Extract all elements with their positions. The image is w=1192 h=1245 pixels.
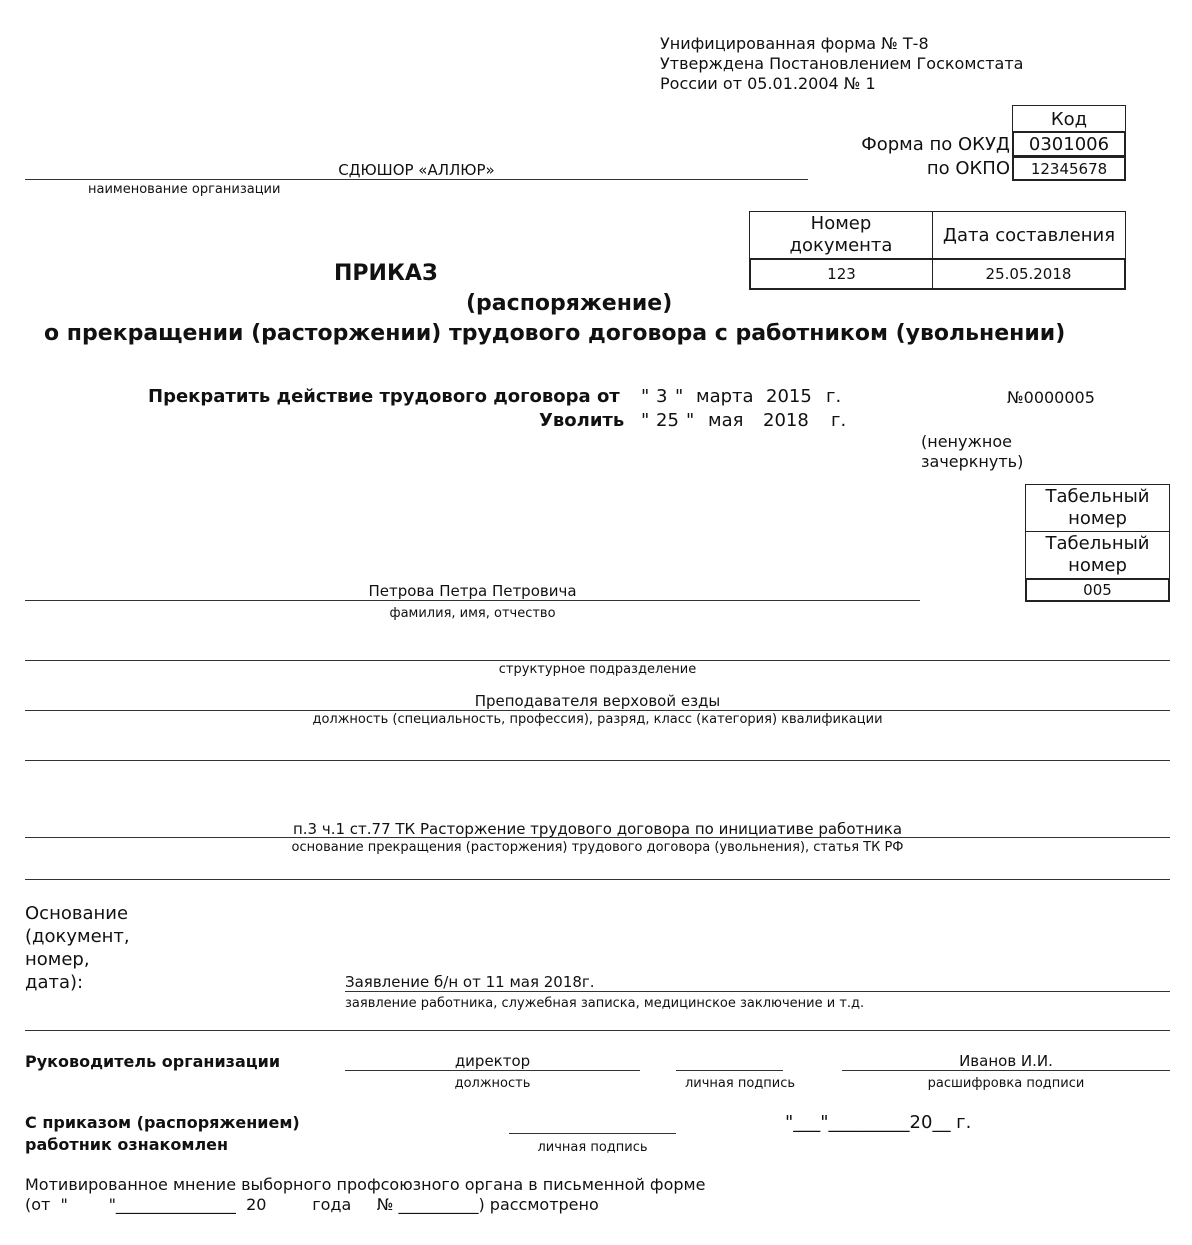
dismiss-quote-close: " <box>686 410 695 431</box>
termination-g: г. <box>826 386 842 407</box>
doc-date-header: Дата составления <box>932 211 1126 259</box>
form-header-line2: Утверждена Постановлением Госкомстата <box>660 54 1024 73</box>
head-position-caption: должность <box>454 1076 531 1091</box>
head-name-caption: расшифровка подписи <box>927 1076 1085 1091</box>
head-label: Руководитель организации <box>25 1052 281 1071</box>
contract-number: №0000005 <box>1007 388 1095 407</box>
termination-label: Прекратить действие трудового договора от <box>148 386 620 407</box>
basis-label-line1: Основание <box>25 903 129 924</box>
order-subtitle: (распоряжение) <box>466 291 673 316</box>
dismiss-month: мая <box>708 410 744 431</box>
head-position-line <box>345 1070 640 1071</box>
strike-note-line2: зачеркнуть) <box>921 452 1024 471</box>
termination-quote-close: " <box>675 386 684 407</box>
employee-name: Петрова Петра Петровича <box>368 582 577 600</box>
personnel-header-1: Табельный номер <box>1025 484 1170 532</box>
personnel-number-value: 005 <box>1025 578 1170 602</box>
doc-date-value: 25.05.2018 <box>932 258 1126 290</box>
ack-label-line2: работник ознакомлен <box>25 1135 229 1154</box>
order-title: ПРИКАЗ <box>334 261 438 286</box>
organization-line <box>25 179 808 180</box>
head-name: Иванов И.И. <box>959 1052 1053 1070</box>
blank-line-2 <box>25 879 1170 880</box>
order-description: о прекращении (расторжении) трудового договора с работником (увольнении) <box>44 321 1066 346</box>
okud-label: Форма по ОКУД <box>861 134 1010 155</box>
form-header-line1: Унифицированная форма № Т-8 <box>660 34 929 53</box>
department-caption: структурное подразделение <box>498 662 697 677</box>
okud-value: 0301006 <box>1012 131 1126 157</box>
dismiss-year: 2018 <box>763 410 809 431</box>
union-line2: (от " "_______________ 20 года № __________) рассмотрено <box>25 1195 599 1214</box>
ack-signature-line <box>509 1133 676 1134</box>
termination-month: марта <box>696 386 754 407</box>
dismiss-label: Уволить <box>539 410 625 431</box>
reason-caption: основание прекращения (расторжения) трудового договора (увольнения), статья ТК РФ <box>291 840 904 855</box>
okpo-value: 12345678 <box>1012 156 1126 181</box>
head-signature-line <box>676 1070 783 1071</box>
okpo-label: по ОКПО <box>926 158 1010 179</box>
ack-label-line1: С приказом (распоряжением) <box>25 1113 300 1132</box>
blank-line-1 <box>25 760 1170 761</box>
doc-number-value: 123 <box>749 258 933 290</box>
termination-day: 3 <box>656 386 668 407</box>
employee-name-caption: фамилия, имя, отчество <box>389 606 556 621</box>
basis-value: Заявление б/н от 11 мая 2018г. <box>345 973 595 991</box>
dismiss-g: г. <box>831 410 847 431</box>
organization-caption: наименование организации <box>88 182 281 197</box>
dismiss-quote-open: " <box>641 410 650 431</box>
doc-number-header: Номер документа <box>749 211 933 259</box>
strike-note-line1: (ненужное <box>921 432 1012 451</box>
basis-label-line2: (документ, <box>25 926 130 947</box>
employee-position: Преподавателя верховой езды <box>474 692 721 710</box>
ack-date: "___"_________20__ г. <box>785 1112 972 1133</box>
union-line1: Мотивированное мнение выборного профсоюзного органа в письменной форме <box>25 1175 706 1194</box>
termination-year: 2015 <box>766 386 812 407</box>
blank-line-3 <box>25 1030 1170 1031</box>
basis-label-line4: дата): <box>25 972 84 993</box>
code-header: Код <box>1012 105 1126 132</box>
form-header-line3: России от 05.01.2004 № 1 <box>660 74 876 93</box>
head-position: директор <box>454 1052 531 1070</box>
basis-caption: заявление работника, служебная записка, медицинское заключение и т.д. <box>345 996 865 1011</box>
basis-label-line3: номер, <box>25 949 90 970</box>
reason-line <box>25 837 1170 838</box>
department-line <box>25 660 1170 661</box>
basis-line <box>345 991 1170 992</box>
position-line <box>25 710 1170 711</box>
employee-name-line <box>25 600 920 601</box>
termination-quote-open: " <box>641 386 650 407</box>
personnel-header-2: Табельный номер <box>1025 531 1170 579</box>
organization-name: СДЮШОР «АЛЛЮР» <box>338 161 495 179</box>
head-name-line <box>842 1070 1170 1071</box>
head-signature-caption: личная подпись <box>684 1076 796 1091</box>
dismiss-day: 25 <box>656 410 679 431</box>
ack-signature-caption: личная подпись <box>537 1140 648 1155</box>
position-caption: должность (специальность, профессия), разряд, класс (категория) квалификации <box>312 712 883 727</box>
termination-reason: п.3 ч.1 ст.77 ТК Расторжение трудового договора по инициативе работника <box>292 820 903 838</box>
